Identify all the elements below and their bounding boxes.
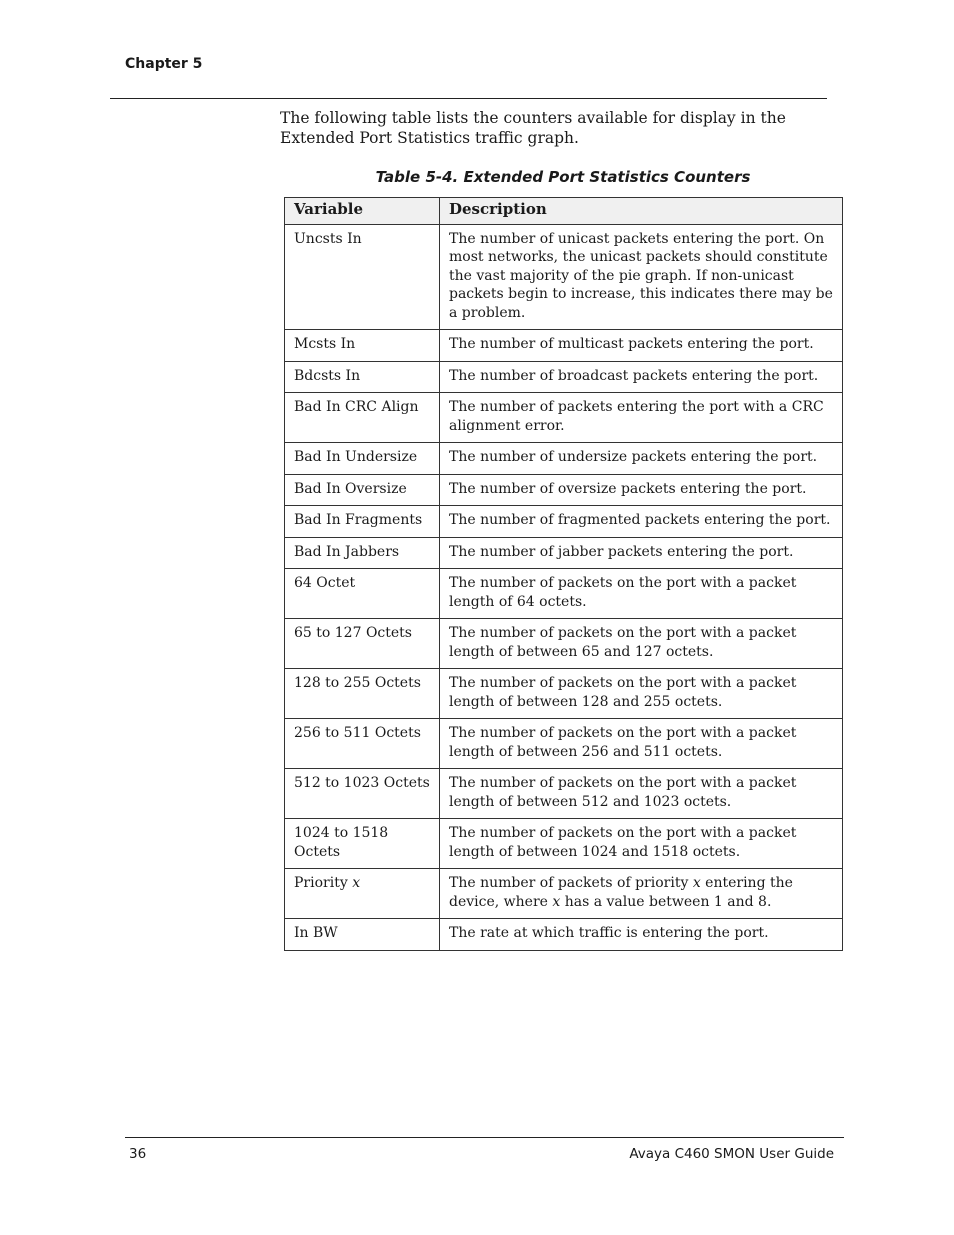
description-cell: The number of packets on the port with a packet length of between 1024 and 1518 octets. [440,819,843,869]
variable-symbol: x [692,875,701,891]
description-cell: The number of fragmented packets entering the port. [440,506,843,538]
table-row [285,224,843,330]
variable-symbol: x [552,893,561,910]
table-row [285,819,843,869]
variable-cell [285,869,440,919]
table-row [285,719,843,769]
document-title: Avaya C460 SMON User Guide [629,1146,834,1162]
description-cell: The number of unicast packets entering the port. On most networks, the unicast packets should constitute the vast majority of the pie graph. If non-unicast packets begin to increase, this indicates there may be a problem. [440,224,843,330]
description-text: has a value between 1 and 8. [560,893,772,910]
description-cell: The number of packets entering the port with a CRC alignment error. [440,393,843,443]
page-number: 36 [129,1146,147,1162]
table-row [285,361,843,393]
variable-cell: 512 to 1023 Octets [285,769,440,819]
description-cell: The number of packets on the port with a packet length of between 128 and 255 octets. [440,669,843,719]
description-cell: The number of multicast packets entering the port. [440,330,843,362]
description-cell: The number of broadcast packets entering the port. [440,361,843,393]
description-cell: The number of oversize packets entering the port. [440,474,843,506]
footer-divider [125,1137,844,1138]
variable-cell: Bad In Undersize [285,443,440,475]
table-row [285,330,843,362]
description-cell: The number of packets on the port with a packet length of 64 octets. [440,569,843,619]
description-cell: The rate at which traffic is entering the port. [440,919,843,951]
variable-cell: 128 to 255 Octets [285,669,440,719]
table-row [285,569,843,619]
description-cell: The number of packets on the port with a packet length of between 65 and 127 octets. [440,619,843,669]
table-row [285,506,843,538]
table-row-priority [285,869,843,919]
description-text: entering the device, where [449,875,793,910]
header-divider [110,98,827,99]
variable-cell: Bad In Jabbers [285,537,440,569]
variable-cell: 65 to 127 Octets [285,619,440,669]
description-cell: The number of packets on the port with a packet length of between 256 and 511 octets. [440,719,843,769]
table-row [285,474,843,506]
table-row [285,769,843,819]
table-row [285,537,843,569]
counters-table [284,197,843,951]
variable-cell: Mcsts In [285,330,440,362]
table-row [285,443,843,475]
column-header-description: Description [440,198,843,225]
table-row [285,619,843,669]
variable-cell: 64 Octet [285,569,440,619]
description-cell [440,869,843,919]
table-caption: Table 5-4. Extended Port Statistics Counters [375,168,751,186]
table-row [285,393,843,443]
variable-cell: 256 to 511 Octets [285,719,440,769]
table-row [285,919,843,951]
description-cell: The number of packets on the port with a packet length of between 512 and 1023 octets. [440,769,843,819]
variable-cell: 1024 to 1518 Octets [285,819,440,869]
description-text: The number of packets of priority [449,875,693,891]
intro-paragraph: The following table lists the counters available for display in the Extended Port Statistics traffic graph. [280,109,786,147]
variable-cell: In BW [285,919,440,951]
variable-cell: Bad In Fragments [285,506,440,538]
chapter-heading: Chapter 5 [125,56,203,72]
variable-cell: Bad In Oversize [285,474,440,506]
description-cell: The number of jabber packets entering the port. [440,537,843,569]
table-row [285,669,843,719]
variable-cell: Uncsts In [285,224,440,330]
variable-cell: Bad In CRC Align [285,393,440,443]
variable-symbol: x [352,875,361,891]
column-header-variable: Variable [285,198,440,225]
description-cell: The number of undersize packets entering the port. [440,443,843,475]
variable-text: Priority [294,875,353,891]
table-header-row [285,198,843,225]
variable-cell: Bdcsts In [285,361,440,393]
